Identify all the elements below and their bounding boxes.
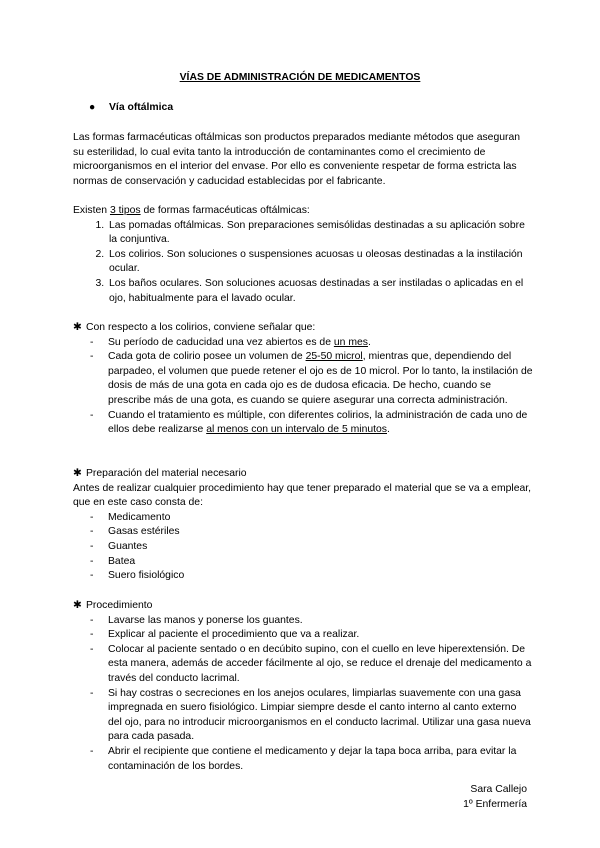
material-intro: Antes de realizar cualquier procedimiento hay que tener preparado el material que se va a emplear, que en este caso consta de: [73,482,532,509]
list-item: - Cada gota de colirio posee un volumen de 25-50 microl, mientras que, dependiendo del parpadeo, el volumen que puede retener el ojo es de 10 microl. Por lo tanto, la instilación de dosis de más de una gota en cada ojo es de dudosa eficacia. De hecho, cuando se prescribe más de una gota, es cuando se quiere asegurar una correcta administración. [73,350,533,408]
author-course: 1º Enfermería [463,798,527,810]
colirios-heading: ✱ Con respecto a los colirios, conviene señalar que: [73,321,533,336]
list-item: - Colocar al paciente sentado o en decúbito supino, con el cuello en leve hiperextensión. De esta manera, además de acceder fácilmente al ojo, se reduce el drenaje del medicamento a través del conducto lacrimal. [73,643,533,687]
asterisk-icon: ✱ [73,600,82,611]
list-item: 3. Los baños oculares. Son soluciones acuosas destinadas a ser instiladas o aplicadas en el ojo, habitualmente para el lavado ocular. [107,277,533,306]
signature [463,783,527,812]
list-item: - Lavarse las manos y ponerse los guantes. [73,614,533,629]
procedimiento-heading: ✱ Procedimiento [73,599,533,614]
list-item: - Cuando el tratamiento es múltiple, con diferentes colirios, la administración de cada uno de ellos debe realizarse al menos con un intervalo de 5 minutos. [73,409,533,438]
list-item: - Si hay costras o secreciones en los anejos oculares, limpiarlas suavemente con una gasa impregnada en suero fisiológico. Limpiar siempre desde el canto interno al canto externo del ojo, para no introducir microorganismos en el conducto lacrimal. Utilizar una gasa nueva para cada pasada. [73,687,533,745]
list-item: - Batea [73,555,533,570]
list-item: - Abrir el recipiente que contiene el medicamento y dejar la tapa boca arriba, para evitar la contaminación de los bordes. [73,745,533,774]
list-item: - Su período de caducidad una vez abiertos es de un mes. [73,336,533,351]
section-label: Vía oftálmica [109,102,174,113]
document-title: VÍAS DE ADMINISTRACIÓN DE MEDICAMENTOS [179,72,421,83]
list-item: - Gasas estériles [73,525,533,540]
colirios-section [73,321,533,438]
section-heading [89,101,173,116]
types-list [73,219,533,307]
colirios-list [73,336,533,438]
asterisk-icon: ✱ [73,322,82,333]
intro-paragraph: Las formas farmacéuticas oftálmicas son productos preparados mediante métodos que aseguran su esterilidad, lo cual evita tanto la introducción de contaminantes como el crecimiento de microorganismos en el interior del envase. Por ello es conveniente respetar de forma estricta las normas de conservación y caducidad establecidas por el fabricante. [73,132,521,187]
list-item: - Guantes [73,540,533,555]
procedimiento-list [73,614,533,775]
list-item: - Medicamento [73,511,533,526]
material-section [73,467,533,584]
list-item: 2. Los colirios. Son soluciones o suspensiones acuosas u oleosas destinadas a la instilación ocular. [107,248,533,277]
types-intro: Existen 3 tipos de formas farmacéuticas oftálmicas: [73,205,310,216]
material-heading: ✱ Preparación del material necesario [73,467,533,482]
list-item: 1. Las pomadas oftálmicas. Son preparaciones semisólidas destinadas a su aplicación sobre la conjuntiva. [107,219,533,248]
procedimiento-section [73,599,533,774]
list-item: - Explicar al paciente el procedimiento que va a realizar. [73,628,533,643]
types-count: 3 tipos [109,205,141,216]
list-item: - Suero fisiológico [73,569,533,584]
asterisk-icon: ✱ [73,468,82,479]
types-section [73,204,533,306]
bullet-icon: ● [89,102,96,113]
material-list [73,511,533,584]
author-name: Sara Callejo [470,784,527,795]
